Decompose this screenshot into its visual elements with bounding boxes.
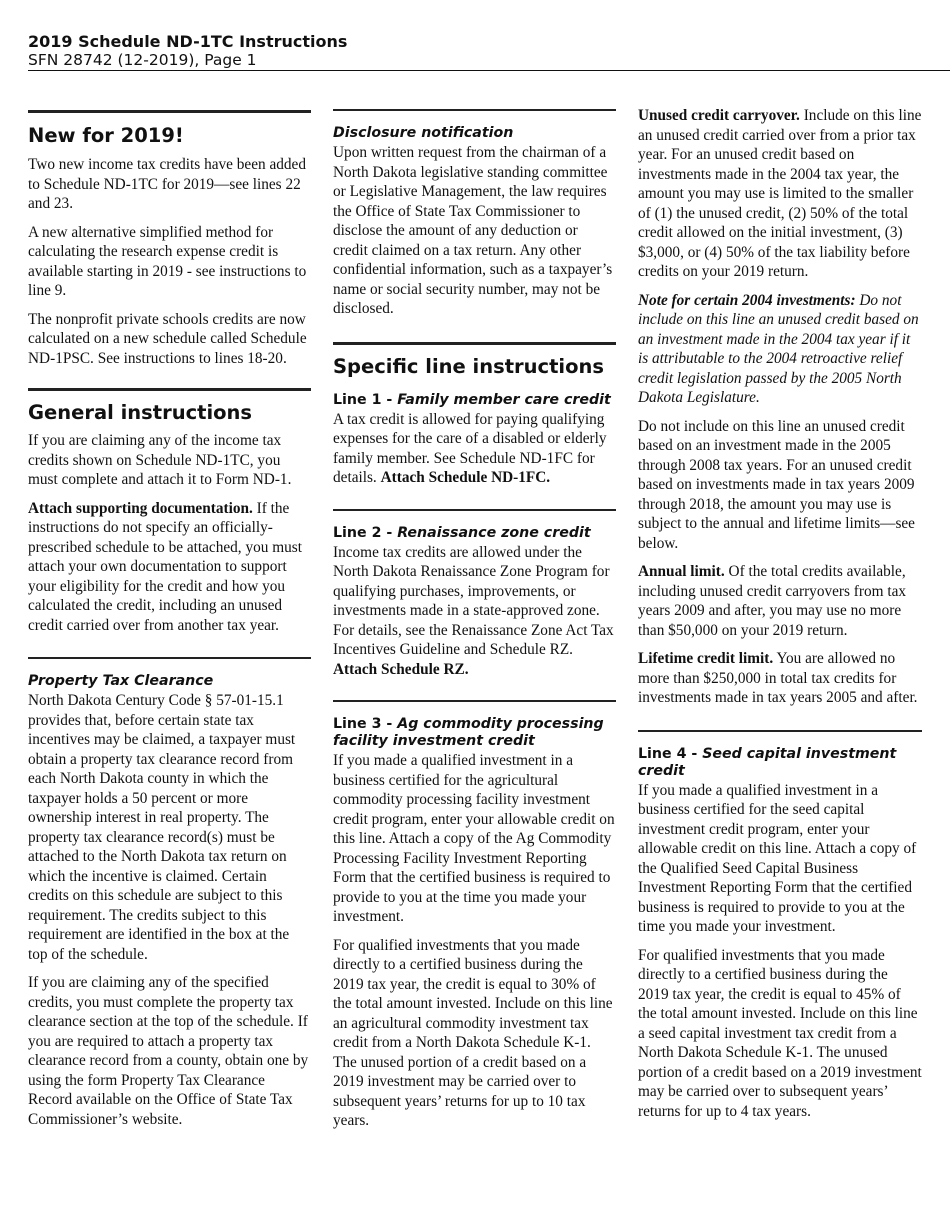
section-divider <box>638 730 922 732</box>
line-1-paragraph: A tax credit is allowed for paying qualifying expenses for the care of a disabled or elderly family member. See Schedule ND-1FC for details. Attach Schedule ND-1FC. <box>333 410 607 486</box>
line-2-heading: Line 2 - Renaissance zone credit <box>333 524 591 541</box>
specific-line-heading: Specific line instructions <box>333 354 604 378</box>
section-divider <box>28 657 311 659</box>
header-divider <box>28 70 950 71</box>
section-divider <box>333 700 616 702</box>
section-divider <box>333 342 616 345</box>
document-title: 2019 Schedule ND-1TC Instructions <box>28 32 348 51</box>
property-tax-paragraph-1: North Dakota Century Code § 57-01-15.1 provides that, before certain state tax incentives may be claimed, a taxpayer must obtain a property tax clearance record from each North Dakota county in which the taxpayer holds a 50 percent or more ownership interest in real property. The property tax clearance record(s) must be attached to the North Dakota tax return on which the incentive is claimed. Certain credits on this schedule are subject to this requirement. The credits subject to this requirement are identified in the box at the top of the schedule. <box>28 692 296 963</box>
disclosure-heading: Disclosure notification <box>333 125 514 141</box>
section-divider <box>28 388 311 391</box>
general-paragraph-2: Attach supporting documentation. If the instructions do not specify an officially-prescribed schedule to be attached, you must attach your own documentation to support your eligibility for the credit and how you calculated the credit, including an unused credit carried over from another tax year. <box>28 499 302 634</box>
line-4-heading: Line 4 - Seed capital investment credit <box>638 745 897 779</box>
unused-credit-paragraph: Do not include on this line an unused credit based on an investment made in the 2005 through 2008 tax years. For an unused credit based on investments made in tax years 2009 through 2018, the amount you may use is subject to the annual and lifetime limits—see below. <box>638 417 915 552</box>
property-tax-paragraph-2: If you are claiming any of the specified credits, you must complete the property tax clearance section at the top of the schedule. If you are required to attach a property tax clearance record from a county, obtain one by using the form Property Tax Clearance Record available on the Office of State Tax Commissioner’s website. <box>28 974 309 1128</box>
new-paragraph-2: A new alternative simplified method for calculating the research expense credit is available starting in 2019 - see instructions to line 9. <box>28 223 307 299</box>
carryover-paragraph: Unused credit carryover. Include on this line an unused credit carried over from a prior tax year. For an unused credit based on investments made in the 2004 tax year, the amount you may use is limited to the smaller of (1) the unused credit, (2) 50% of the total credit allowed on the initial investment, (3) $3,000, or (4) 50% of the tax liability before credits on your 2019 return. <box>638 107 922 280</box>
annual-limit-paragraph: Annual limit. Of the total credits available, including unused credit carryovers from tax years 2009 and after, you may use no more than $50,000 on your 2019 return. <box>638 563 907 639</box>
disclosure-paragraph: Upon written request from the chairman of a North Dakota legislative standing committee or Legislative Management, the law requires the Office of State Tax Commissioner to disclose the amount of any deduction or credit claimed on a tax return. Any other confidential information, such as a taxpayer’s name or social security number, may not be disclosed. <box>333 144 613 317</box>
line-1-heading: Line 1 - Family member care credit <box>333 391 611 408</box>
new-paragraph-3: The nonprofit private schools credits are now calculated on a new schedule called Schedule ND-1PSC. See instructions to lines 18-20. <box>28 310 307 367</box>
line-2-paragraph: Income tax credits are allowed under the North Dakota Renaissance Zone Program for qualifying purchases, improvements, or investments made in a state-approved zone. For details, see the Renaissance Zone Act Tax Incentives Guideline and Schedule RZ. Attach Schedule RZ. <box>333 543 614 678</box>
note-2004-paragraph: Note for certain 2004 investments: Do not include on this line an unused credit based on an investment made in the 2004 tax year if it is attributable to the 2004 retroactive relief credit legislation passed by the 2005 North Dakota Legislature. <box>638 291 919 406</box>
section-divider <box>333 109 616 111</box>
line-4-paragraph-2: For qualified investments that you made directly to a certified business during the 2019 tax year, the credit is equal to 45% of the total amount invested. Include on this line a seed capital investment tax credit from a North Dakota Schedule K-1. The unused portion of a credit based on a 2019 investment may be carried over to subsequent years’ returns for up to 4 tax years. <box>638 946 922 1120</box>
new-for-2019-heading: New for 2019! <box>28 124 184 147</box>
line-3-paragraph-2: For qualified investments that you made directly to a certified business during the 2019 tax year, the credit is equal to 30% of the total amount invested. Include on this line an agricultural commodity investment tax credit from a North Dakota Schedule K-1. The unused portion of a credit based on a 2019 investment may be carried over to subsequent years’ returns for up to 10 tax years. <box>333 936 613 1129</box>
form-number: SFN 28742 (12-2019), Page 1 <box>28 51 257 69</box>
general-paragraph-1: If you are claiming any of the income tax credits shown on Schedule ND-1TC, you must complete and attach it to Form ND-1. <box>28 432 292 488</box>
general-instructions-heading: General instructions <box>28 401 253 424</box>
section-divider <box>28 110 311 113</box>
section-divider <box>333 509 616 511</box>
property-tax-clearance-heading: Property Tax Clearance <box>28 673 214 689</box>
page-header <box>28 32 922 70</box>
line-3-heading: Line 3 - Ag commodity processing facility investment credit <box>333 716 604 749</box>
lifetime-limit-paragraph: Lifetime credit limit. You are allowed no more than $250,000 in total tax credits for investments made in tax years 2005 and after. <box>638 650 918 706</box>
column-right <box>638 104 922 1121</box>
new-paragraph-1: Two new income tax credits have been added to Schedule ND-1TC for 2019—see lines 22 and 23. <box>28 156 306 212</box>
attach-documentation-lead: Attach supporting documentation. <box>28 499 253 517</box>
column-middle <box>333 104 616 1131</box>
line-4-paragraph-1: If you made a qualified investment in a business certified for the seed capital investment credit program, enter your allowable credit on this line. Attach a copy of the Qualified Seed Capital Business Investment Reporting Form that the certified business is required to provide to you at the time you made your investment. <box>638 781 917 935</box>
column-left <box>28 104 311 1129</box>
line-3-paragraph-1: If you made a qualified investment in a business certified for the agricultural commodity processing facility investment credit program, enter your allowable credit on this line. Attach a copy of the Ag Commodity Processing Facility Investment Reporting Form that the certified business is required to provide to you at the time you made your investment. <box>333 752 615 925</box>
